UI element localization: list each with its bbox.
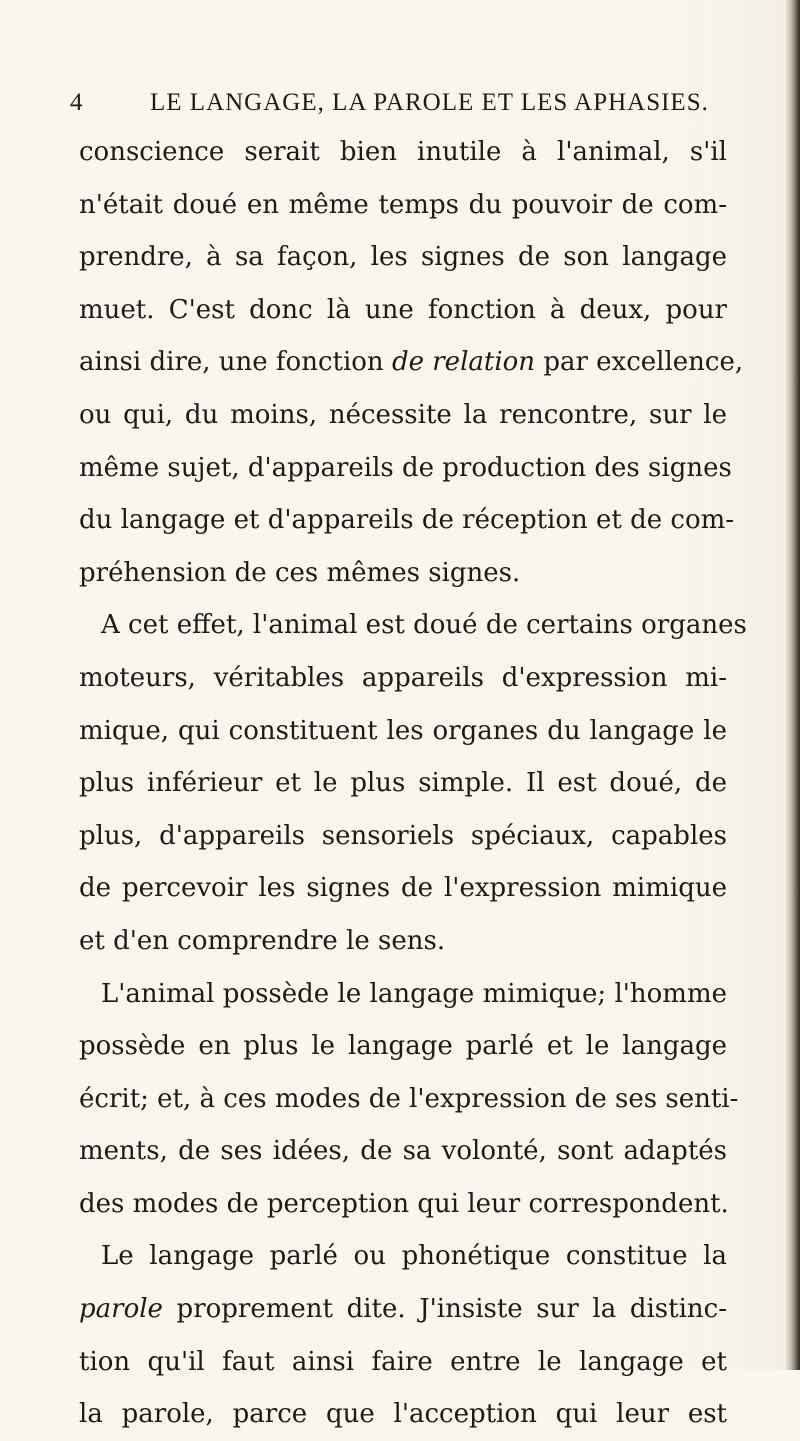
text-line — [79, 336, 744, 389]
text-line: du langage et d'appareils de réception et de com- — [79, 505, 735, 536]
text-line: ments, de ses idées, de sa volonté, sont adaptés — [79, 1136, 727, 1167]
text-line: n'était doué en même temps du pouvoir de com- — [79, 189, 727, 220]
text-line: la parole, parce que l'acception qui leur est — [79, 1399, 727, 1430]
text-line: A cet effet, l'animal est doué de certains organes — [101, 610, 747, 641]
text-line: plus, d'appareils sensoriels spéciaux, capables — [79, 820, 727, 851]
text-line: tion qu'il faut ainsi faire entre le langage et — [79, 1346, 727, 1377]
text-fragment: par excellence, — [543, 347, 744, 378]
italic-term-parole: parole — [79, 1294, 163, 1325]
text-line: prendre, à sa façon, les signes de son langage — [79, 242, 727, 273]
text-line: moteurs, véritables appareils d'expression mi- — [79, 662, 727, 693]
running-head — [70, 88, 709, 118]
text-line: conscience serait bien inutile à l'animal, s'il — [79, 137, 727, 167]
page-number: 4 — [70, 89, 84, 116]
italic-term-relation: de relation — [391, 347, 536, 378]
running-head-title: LE LANGAGE, LA PAROLE ET LES APHASIES. — [150, 89, 709, 116]
text-fragment: ainsi dire, une fonction — [79, 347, 384, 378]
text-line: ou qui, du moins, nécessite la rencontre, sur le — [79, 399, 727, 430]
text-line: de percevoir les signes de l'expression mimique — [79, 873, 727, 904]
text-line: possède en plus le langage parlé et le langage — [79, 1031, 727, 1062]
text-fragment: proprement dite. J'insiste sur la distinc- — [176, 1294, 727, 1325]
text-line: plus inférieur et le plus simple. Il est doué, de — [79, 768, 727, 799]
text-line — [79, 1283, 727, 1336]
text-line: et d'en comprendre le sens. — [79, 925, 446, 956]
text-line: L'animal possède le langage mimique; l'homme — [101, 978, 727, 1009]
text-line: même sujet, d'appareils de production des signes — [79, 452, 732, 483]
text-line: écrit; et, à ces modes de l'expression de ses senti- — [79, 1083, 739, 1114]
text-line: Le langage parlé ou phonétique constitue la — [101, 1241, 727, 1272]
text-line: des modes de perception qui leur correspondent. — [79, 1188, 729, 1219]
text-line: préhension de ces mêmes signes. — [79, 557, 521, 588]
text-line: mique, qui constituent les organes du langage le — [79, 715, 727, 746]
body-text — [79, 126, 747, 1441]
page-edge-shadow — [786, 0, 800, 1370]
text-line: muet. C'est donc là une fonction à deux, pour — [79, 294, 727, 325]
